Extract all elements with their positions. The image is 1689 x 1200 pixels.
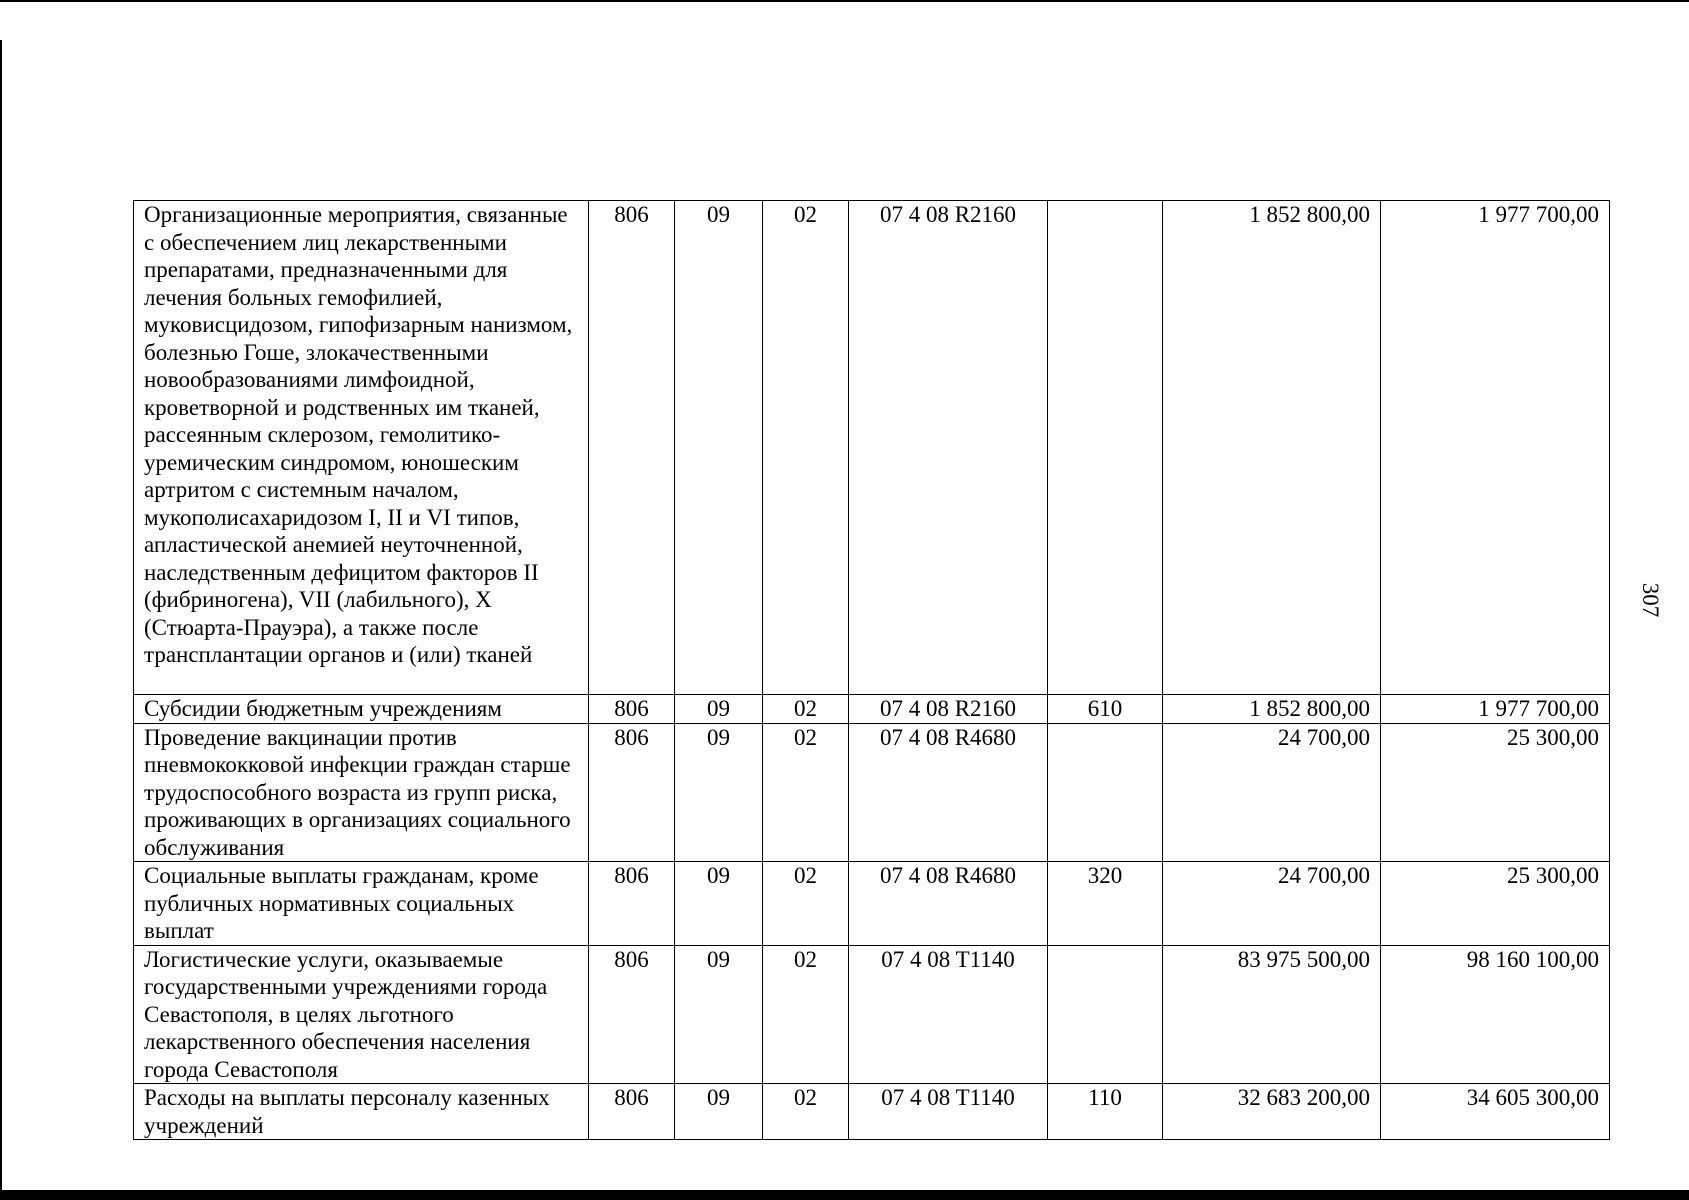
row-sum-1: 83 975 500,00 (1163, 945, 1381, 1084)
row-razdel: 09 (675, 201, 763, 695)
row-razdel: 09 (675, 945, 763, 1084)
row-name: Субсидии бюджетным учреждениям (134, 695, 589, 724)
row-vr (1048, 945, 1163, 1084)
row-sum-1: 32 683 200,00 (1163, 1084, 1381, 1140)
row-sum-2: 1 977 700,00 (1381, 695, 1610, 724)
row-podrazdel: 02 (763, 1084, 849, 1140)
row-razdel: 09 (675, 862, 763, 946)
row-vr: 110 (1048, 1084, 1163, 1140)
row-sum-2: 34 605 300,00 (1381, 1084, 1610, 1140)
row-sum-2: 98 160 100,00 (1381, 945, 1610, 1084)
row-podrazdel: 02 (763, 862, 849, 946)
row-ved: 806 (589, 862, 675, 946)
row-podrazdel: 02 (763, 695, 849, 724)
row-sum-2: 25 300,00 (1381, 723, 1610, 862)
table-row (134, 1084, 1610, 1140)
row-sum-1: 24 700,00 (1163, 723, 1381, 862)
row-vr (1048, 723, 1163, 862)
row-razdel: 09 (675, 695, 763, 724)
row-sum-2: 1 977 700,00 (1381, 201, 1610, 695)
row-name: Организационные мероприятия, связанные с обеспечением лиц лекарственными препаратами, предназначенными для лечения больных гемофилией, муковисцидозом, гипофизарным нанизмом, болезнью Гоше, злокачественными новообразованиями лимфоидной, кроветворной и родственных им тканей, рассеянным склерозом, гемолитико-уремическим синдромом, юношеским артритом с системным началом, мукополисахаридозом I, II и VI типов, апластической анемией неуточненной, наследственным дефицитом факторов II (фибриногена), VII (лабильного), X (Стюарта-Прауэра), а также после трансплантации органов и (или) тканей (134, 201, 589, 695)
row-ved: 806 (589, 723, 675, 862)
row-sum-1: 24 700,00 (1163, 862, 1381, 946)
row-csr: 07 4 08 T1140 (849, 945, 1048, 1084)
row-ved: 806 (589, 1084, 675, 1140)
row-podrazdel: 02 (763, 945, 849, 1084)
page-number: 307 (1638, 582, 1663, 618)
scan-edge-top (0, 0, 1689, 2)
row-sum-1: 1 852 800,00 (1163, 201, 1381, 695)
row-podrazdel: 02 (763, 201, 849, 695)
row-razdel: 09 (675, 1084, 763, 1140)
budget-table (133, 200, 1610, 1140)
table-row (134, 201, 1610, 695)
table-row (134, 723, 1610, 862)
row-name: Логистические услуги, оказываемые государственными учреждениями города Севастополя, в целях льготного лекарственного обеспечения населения города Севастополя (134, 945, 589, 1084)
row-csr: 07 4 08 R2160 (849, 201, 1048, 695)
row-name: Социальные выплаты гражданам, кроме публичных нормативных социальных выплат (134, 862, 589, 946)
row-vr: 320 (1048, 862, 1163, 946)
row-ved: 806 (589, 695, 675, 724)
table-row (134, 945, 1610, 1084)
row-name: Проведение вакцинации против пневмококковой инфекции граждан старше трудоспособного возраста из групп риска, проживающих в организациях социального обслуживания (134, 723, 589, 862)
row-ved: 806 (589, 945, 675, 1084)
scan-edge-left (0, 40, 2, 1190)
row-ved: 806 (589, 201, 675, 695)
row-razdel: 09 (675, 723, 763, 862)
row-name: Расходы на выплаты персоналу казенных учреждений (134, 1084, 589, 1140)
row-csr: 07 4 08 T1140 (849, 1084, 1048, 1140)
row-sum-2: 25 300,00 (1381, 862, 1610, 946)
row-csr: 07 4 08 R4680 (849, 723, 1048, 862)
row-vr: 610 (1048, 695, 1163, 724)
row-vr (1048, 201, 1163, 695)
row-csr: 07 4 08 R4680 (849, 862, 1048, 946)
row-sum-1: 1 852 800,00 (1163, 695, 1381, 724)
row-csr: 07 4 08 R2160 (849, 695, 1048, 724)
scan-edge-bottom (0, 1190, 1689, 1200)
table-row (134, 695, 1610, 724)
table-row (134, 862, 1610, 946)
row-podrazdel: 02 (763, 723, 849, 862)
